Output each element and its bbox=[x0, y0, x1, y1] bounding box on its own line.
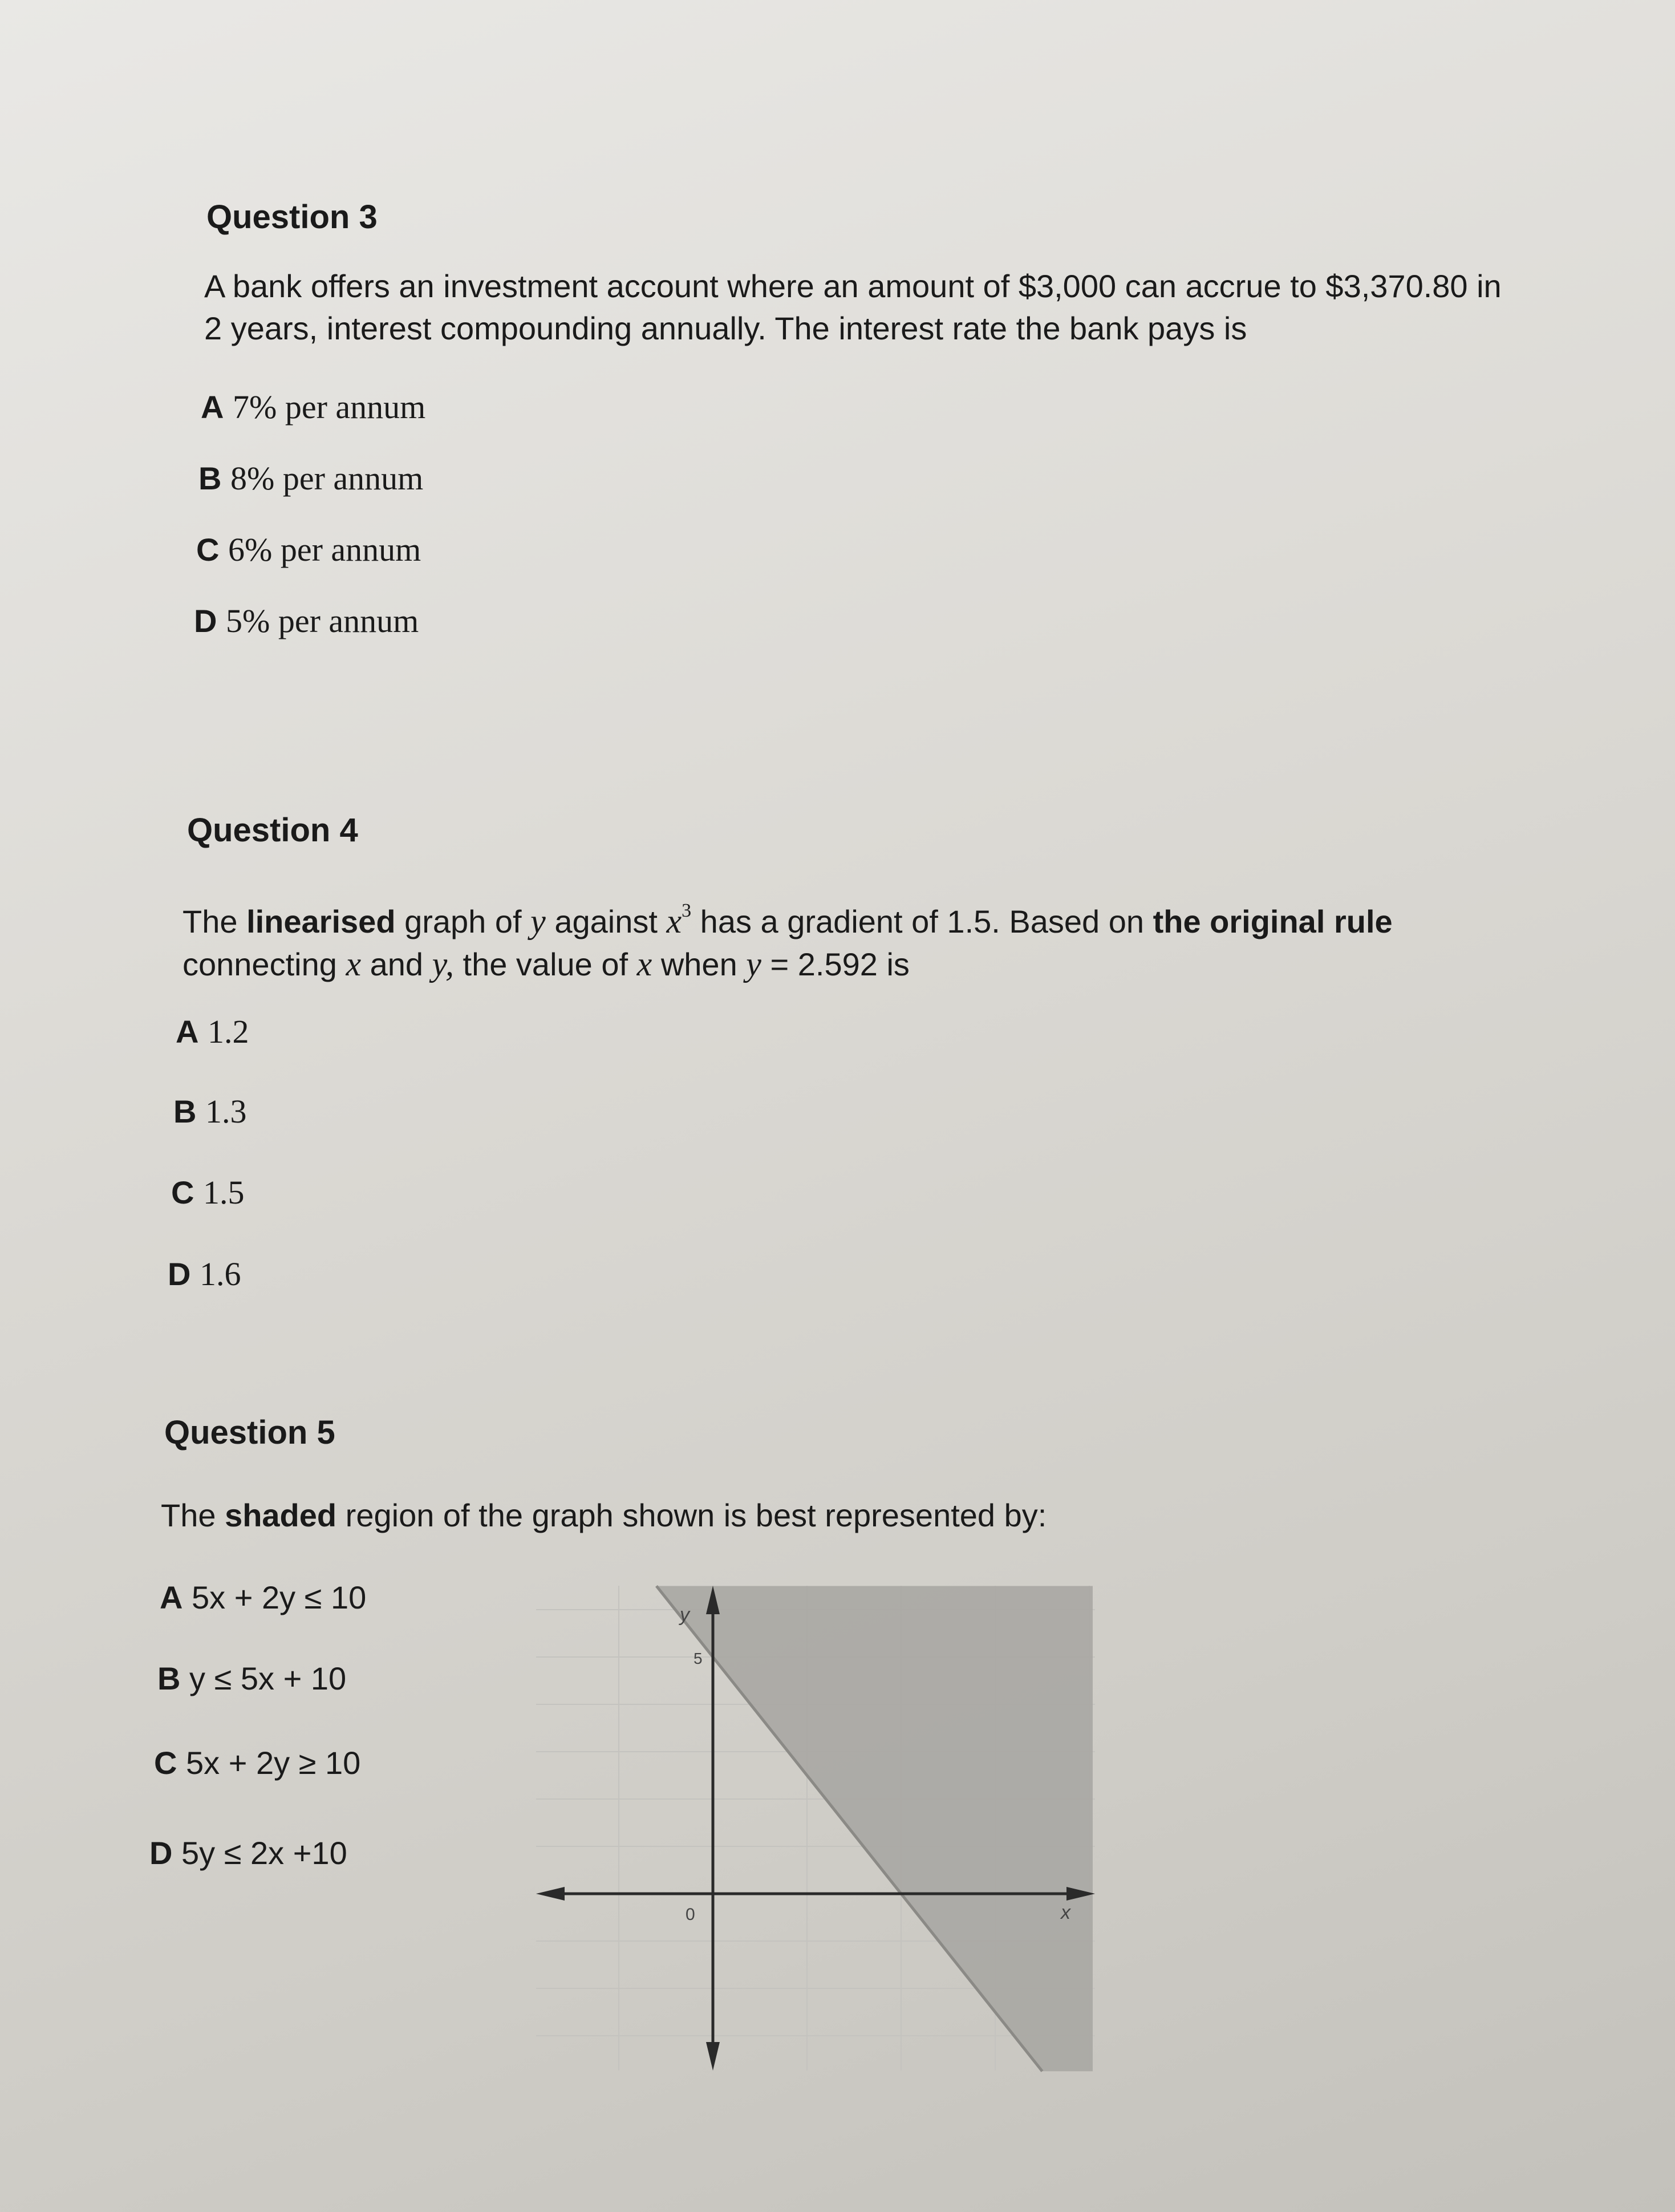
question-5-option-b[interactable] bbox=[157, 1660, 346, 1697]
option-value: 8% per annum bbox=[230, 460, 424, 497]
question-4-title: Question 4 bbox=[187, 812, 358, 849]
q4-math-var: y bbox=[746, 945, 761, 983]
option-letter: C bbox=[171, 1174, 194, 1210]
option-value: 5x + 2y ≥ 10 bbox=[186, 1745, 361, 1781]
question-3-option-d[interactable] bbox=[194, 602, 419, 640]
option-value: 5x + 2y ≤ 10 bbox=[192, 1579, 367, 1615]
q4-math-var: y, bbox=[432, 945, 454, 983]
q4-text-part: has a gradient of 1.5. Based on bbox=[691, 904, 1153, 939]
option-letter: C bbox=[196, 532, 220, 568]
q4-text-bold: linearised bbox=[246, 904, 396, 939]
q5-text-part: region of the graph shown is best represented by: bbox=[336, 1497, 1047, 1533]
option-value: 1.2 bbox=[208, 1013, 249, 1050]
question-5-text bbox=[161, 1494, 1621, 1537]
option-letter: A bbox=[176, 1014, 199, 1050]
y-axis-arrow-down bbox=[706, 2042, 720, 2071]
option-letter: A bbox=[160, 1579, 183, 1615]
q4-math-var: y bbox=[530, 902, 546, 940]
question-3-option-c[interactable] bbox=[196, 530, 421, 569]
question-5-option-a[interactable] bbox=[160, 1579, 366, 1616]
q4-math-var: x bbox=[346, 945, 362, 983]
q4-text-part: = 2.592 is bbox=[761, 946, 910, 982]
inequality-graph bbox=[525, 1574, 1106, 2076]
question-3-option-a[interactable] bbox=[201, 388, 425, 426]
q4-math-var: x bbox=[666, 902, 682, 940]
q4-text-part: and bbox=[361, 946, 432, 982]
question-3-text-line2: 2 years, interest compounding annually. The interest rate the bank pays is bbox=[204, 310, 1247, 346]
question-5-option-c[interactable] bbox=[154, 1744, 360, 1781]
question-3-text-line1: A bank offers an investment account where an amount of $3,000 can accrue to $3,370.80 in bbox=[204, 268, 1502, 304]
option-value: 7% per annum bbox=[233, 388, 426, 426]
question-4-option-b[interactable] bbox=[173, 1092, 247, 1131]
question-4-option-a[interactable] bbox=[176, 1012, 249, 1051]
q4-text-part: against bbox=[545, 904, 667, 939]
question-5-option-d[interactable] bbox=[149, 1834, 347, 1871]
option-letter: D bbox=[149, 1835, 173, 1871]
option-letter: B bbox=[198, 460, 222, 496]
option-value: 6% per annum bbox=[228, 531, 421, 568]
question-4-option-d[interactable] bbox=[168, 1255, 241, 1293]
option-letter: B bbox=[157, 1660, 181, 1696]
x-axis-arrow-left bbox=[536, 1887, 565, 1901]
option-value: 1.3 bbox=[205, 1093, 247, 1130]
y-intercept-label: 5 bbox=[693, 1650, 703, 1667]
question-4-option-c[interactable] bbox=[171, 1173, 245, 1212]
question-3-option-b[interactable] bbox=[198, 459, 423, 497]
question-3-text bbox=[204, 265, 1607, 350]
option-value: y ≤ 5x + 10 bbox=[189, 1660, 347, 1696]
shaded-region bbox=[656, 1586, 1093, 2072]
q4-math-var: x bbox=[636, 945, 652, 983]
option-value: 5y ≤ 2x +10 bbox=[181, 1835, 347, 1871]
option-letter: B bbox=[173, 1093, 197, 1129]
question-3-title: Question 3 bbox=[206, 198, 378, 236]
q4-text-part: graph of bbox=[395, 904, 531, 939]
option-value: 1.5 bbox=[203, 1174, 245, 1211]
origin-label: 0 bbox=[686, 1905, 695, 1924]
option-letter: C bbox=[154, 1745, 177, 1781]
q5-text-bold: shaded bbox=[225, 1497, 337, 1533]
option-letter: D bbox=[194, 603, 217, 639]
option-letter: A bbox=[201, 389, 224, 425]
option-value: 5% per annum bbox=[226, 602, 419, 639]
q4-text-part: connecting bbox=[182, 946, 346, 982]
y-axis-label: y bbox=[680, 1604, 690, 1626]
q4-text-part: The bbox=[182, 904, 247, 939]
q5-text-part: The bbox=[161, 1497, 225, 1533]
question-4-text bbox=[182, 890, 1608, 986]
option-letter: D bbox=[168, 1256, 191, 1292]
q4-text-part: when bbox=[652, 946, 747, 982]
q4-text-part: the value of bbox=[453, 946, 637, 982]
question-5-title: Question 5 bbox=[164, 1414, 335, 1451]
option-value: 1.6 bbox=[200, 1255, 241, 1293]
q4-text-bold: the original rule bbox=[1153, 904, 1393, 939]
x-axis-label: x bbox=[1061, 1902, 1070, 1923]
q4-exponent: 3 bbox=[682, 900, 692, 921]
